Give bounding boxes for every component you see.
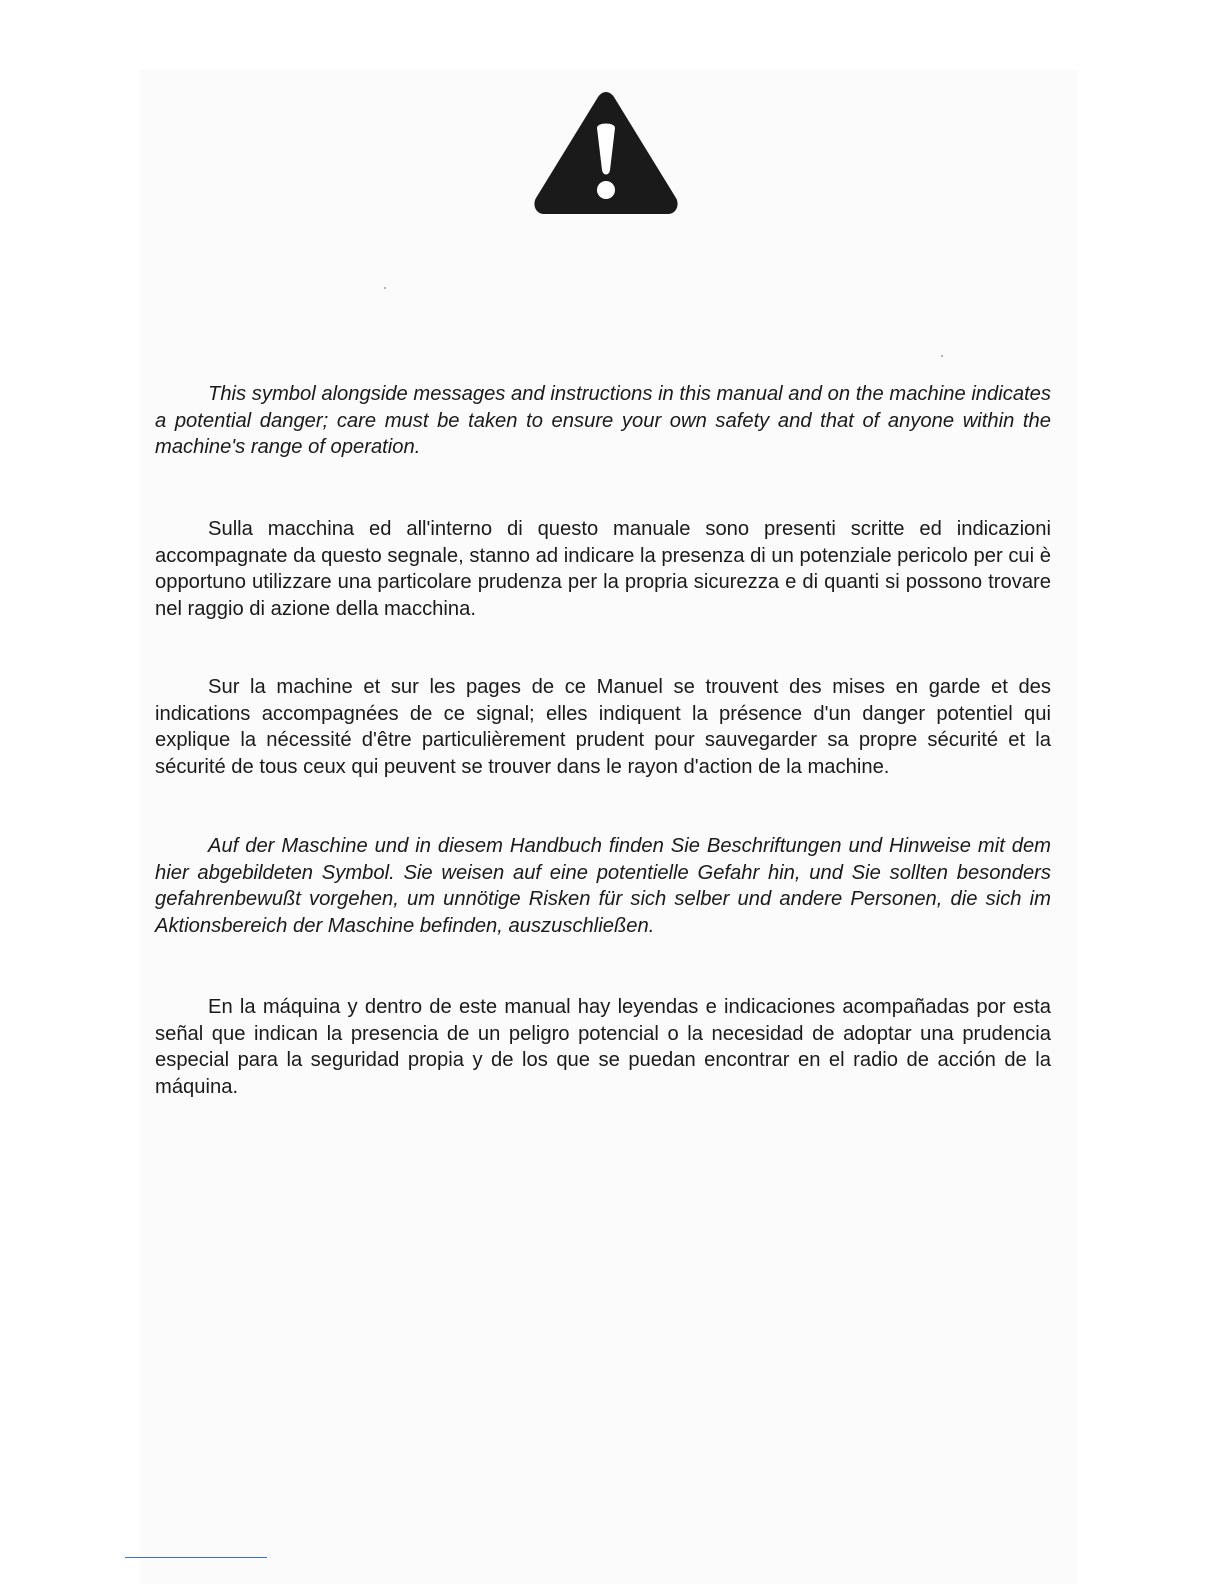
warning-triangle-icon [530,86,682,218]
footer-rule [125,1557,267,1558]
warning-text-spanish: En la máquina y dentro de este manual hay leyendas e indicaciones acompañadas por esta señal que indican la presencia de un peligro potencial o la necesidad de adoptar una prudencia especial para la seguridad propia y de los que se puedan encontrar en el radio de acción de la máquina. [155,996,1051,1098]
warning-text-english: This symbol alongside messages and instructions in this manual and on the machine indicates a potential danger; care must be taken to ensure your own safety and that of anyone within the machine's range of operation. [155,383,1051,458]
warning-text-german: Auf der Maschine und in diesem Handbuch finden Sie Beschriftungen und Hinweise mit dem hier abgebildeten Symbol. Sie weisen auf eine potentielle Gefahr hin, und Sie sollten besonders gefahrenbewußt vorgehen, um unnötige Risken für sich selber und andere Personen, die sich im Aktionsbereich der Maschine befinden, auszuschließen. [155,835,1051,937]
warning-text-french: Sur la machine et sur les pages de ce Manuel se trouvent des mises en garde et des indications accompagnées de ce signal; elles indiquent la présence d'un danger potentiel qui explique la nécessité d'être particulièrement prudent pour sauvegarder sa propre sécurité et la sécurité de tous ceux qui peuvent se trouver dans le rayon d'action de la machine. [155,676,1051,778]
scan-speck [941,355,943,357]
scan-speck [384,287,386,289]
warning-text-italian: Sulla macchina ed all'interno di questo manuale sono presenti scritte ed indicazioni accompagnate da questo segnale, stanno ad indicare la presenza di un potenziale pericolo per cui è opportuno utilizzare una particolare prudenza per la propria sicurezza e di quanti si possono trovare nel raggio di azione della macchina. [155,518,1051,620]
scanned-page [140,70,1078,1584]
exclamation-dot [597,181,615,199]
